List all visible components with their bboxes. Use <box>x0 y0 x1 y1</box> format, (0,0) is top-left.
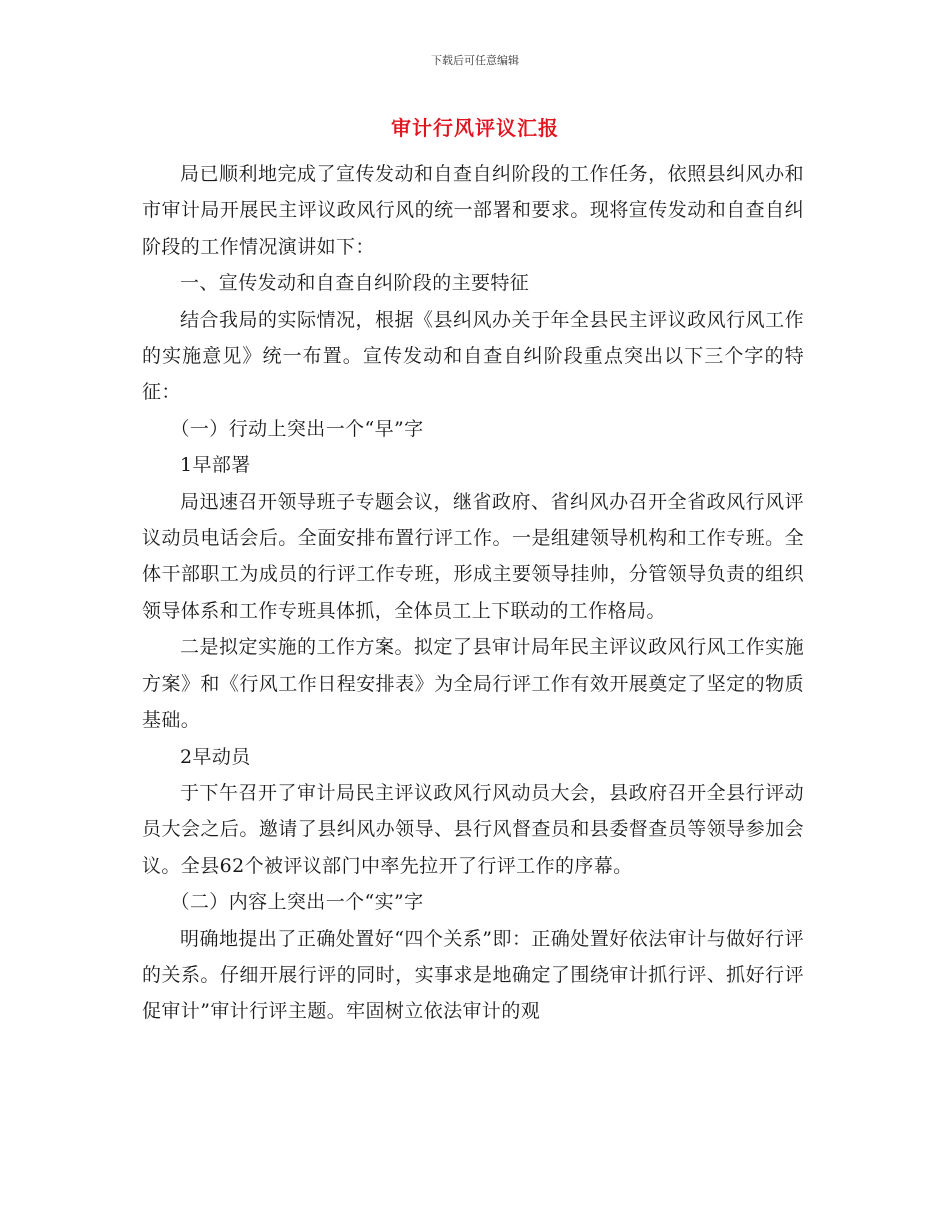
header-note: 下载后可任意编辑 <box>431 54 519 67</box>
subsection-heading-1: （一）行动上突出一个“早”字 <box>170 417 424 440</box>
document-body <box>142 156 804 1030</box>
paragraph: 结合我局的实际情况，根据《县纠风办关于年全县民主评议政风行风工作的实施意见》统一布置。宣传发动和自查自纠阶段重点突出以下三个字的特征： <box>142 308 804 404</box>
item-heading-2: 2早动员 <box>180 745 251 768</box>
subsection-heading-2: （二）内容上突出一个“实”字 <box>170 891 424 914</box>
document-title: 审计行风评议汇报 <box>391 116 559 140</box>
paragraph: 二是拟定实施的工作方案。拟定了县审计局年民主评议政风行风工作实施方案》和《行风工作日程安排表》为全局行评工作有效开展奠定了坚定的物质基础。 <box>142 636 804 732</box>
section-heading-1: 一、宣传发动和自查自纠阶段的主要特征 <box>180 272 530 295</box>
paragraph: 明确地提出了正确处置好“四个关系”即：正确处置好依法审计与做好行评的关系。仔细开展行评的同时，实事求是地确定了围绕审计抓行评、抓好行评促审计”审计行评主题。牢固树立依法审计的观 <box>142 927 804 1023</box>
paragraph: 于下午召开了审计局民主评议政风行风动员大会，县政府召开全县行评动员大会之后。邀请了县纠风办领导、县行风督查员和县委督查员等领导参加会议。全县62个被评议部门中率先拉开了行评工作的序幕。 <box>142 781 804 877</box>
paragraph: 局迅速召开领导班子专题会议，继省政府、省纠风办召开全省政风行风评议动员电话会后。全面安排布置行评工作。一是组建领导机构和工作专班。全体干部职工为成员的行评工作专班，形成主要领导挂帅，分管领导负责的组织领导体系和工作专班具体抓，全体员工上下联动的工作格局。 <box>142 490 804 622</box>
item-heading-1: 1早部署 <box>180 454 251 477</box>
paragraph-intro: 局已顺利地完成了宣传发动和自查自纠阶段的工作任务，依照县纠风办和市审计局开展民主评议政风行风的统一部署和要求。现将宣传发动和自查自纠阶段的工作情况演讲如下： <box>142 163 804 258</box>
